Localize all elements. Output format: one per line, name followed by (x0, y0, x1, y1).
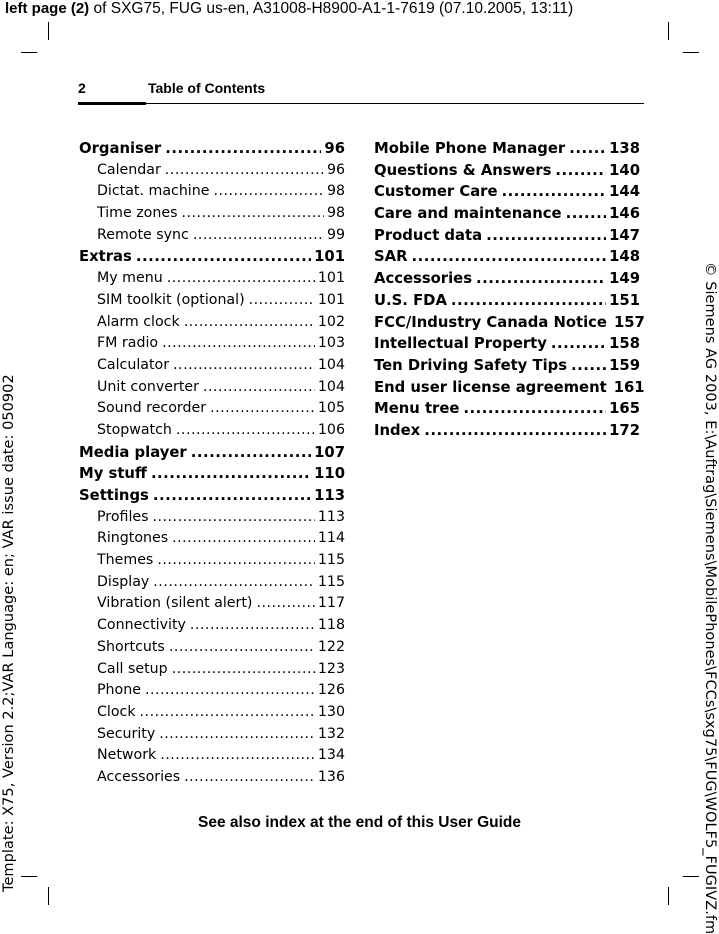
toc-entry[interactable] (79, 444, 345, 466)
toc-entry[interactable] (374, 378, 645, 401)
toc-dot-leader (569, 140, 606, 157)
toc-entry[interactable] (79, 552, 345, 574)
toc-entry[interactable] (374, 162, 640, 184)
toc-entry-page: 101 (317, 291, 345, 308)
toc-entry[interactable] (79, 465, 345, 487)
toc-dot-leader (153, 509, 315, 525)
toc-entry[interactable] (79, 639, 345, 661)
toc-entry[interactable] (79, 726, 345, 748)
toc-entry-page: 126 (317, 682, 345, 699)
toc-entry-title: Intellectual Property (374, 335, 547, 353)
toc-dot-leader (571, 357, 606, 374)
toc-entry-title: Customer Care (374, 183, 498, 201)
toc-dot-leader (165, 140, 321, 157)
toc-entry[interactable] (374, 422, 640, 444)
crop-mark (21, 876, 37, 877)
toc-entry-page: 130 (317, 703, 345, 720)
toc-entry-title: Phone (97, 682, 141, 699)
toc-entry-title: Security (97, 725, 156, 742)
crop-mark (668, 887, 669, 905)
toc-entry-title: Display (97, 573, 150, 590)
toc-entry[interactable] (374, 227, 640, 249)
toc-left-column (79, 140, 345, 791)
toc-entry[interactable] (79, 704, 345, 726)
toc-entry[interactable] (374, 357, 640, 379)
toc-entry-page: 96 (326, 161, 345, 178)
toc-dot-leader (476, 270, 606, 287)
toc-entry-page: 99 (326, 226, 345, 243)
toc-entry-page: 105 (317, 400, 345, 417)
toc-entry[interactable] (79, 183, 345, 205)
toc-entry-title: Care and maintenance (374, 205, 562, 223)
toc-entry-title: Network (97, 747, 157, 764)
toc-dot-leader (172, 530, 315, 546)
toc-entry-title: Accessories (374, 270, 473, 288)
toc-entry-title: SAR (374, 248, 408, 266)
toc-entry[interactable] (374, 205, 640, 227)
toc-dot-leader (145, 682, 315, 698)
toc-entry-page: 113 (317, 508, 345, 525)
toc-entry-page: 117 (317, 595, 345, 612)
toc-entry[interactable] (79, 422, 345, 444)
toc-entry-page: 102 (317, 313, 345, 330)
toc-entry[interactable] (374, 335, 640, 357)
crop-mark (683, 876, 699, 877)
toc-entry-title: FM radio (97, 335, 159, 352)
toc-dot-leader (203, 379, 315, 395)
toc-entry-title: Stopwatch (97, 421, 172, 438)
toc-entry-title: Call setup (97, 660, 168, 677)
toc-entry[interactable] (79, 487, 345, 509)
toc-entry[interactable] (79, 270, 345, 292)
toc-dot-leader (566, 205, 607, 222)
toc-entry-page: 106 (317, 421, 345, 438)
toc-dot-leader (210, 400, 315, 416)
toc-entry-title: Menu tree (374, 400, 460, 418)
toc-entry-page: 159 (609, 356, 640, 374)
toc-entry[interactable] (374, 248, 640, 270)
toc-dot-leader (169, 639, 315, 655)
toc-dot-leader (213, 183, 323, 199)
toc-entry-page: 144 (609, 183, 640, 201)
toc-dot-leader (502, 183, 607, 200)
toc-entry-page: 115 (317, 552, 345, 569)
toc-entry-title: Accessories (97, 768, 181, 785)
toc-entry-page: 103 (317, 335, 345, 352)
toc-entry[interactable] (79, 617, 345, 639)
crop-mark (21, 52, 37, 53)
toc-entry-title: Ten Driving Safety Tips (374, 356, 568, 374)
toc-entry-title: Dictat. machine (97, 183, 210, 200)
toc-entry-page: 138 (609, 140, 640, 157)
toc-entry[interactable] (374, 183, 640, 205)
toc-entry[interactable] (374, 400, 640, 422)
toc-entry[interactable] (79, 747, 345, 769)
toc-entry-page: 101 (317, 270, 345, 287)
toc-entry[interactable] (374, 292, 640, 314)
toc-entry[interactable] (79, 248, 345, 270)
toc-dot-leader (162, 335, 315, 351)
toc-dot-leader (190, 617, 315, 633)
toc-entry-page: 136 (317, 768, 345, 785)
toc-entry-title: Sound recorder (97, 400, 207, 417)
print-header-page-label: left page (2) (5, 0, 90, 17)
toc-entry-page: 134 (317, 747, 345, 764)
toc-entry-page: 165 (609, 400, 640, 418)
toc-entry-page: 104 (317, 356, 345, 373)
crop-mark (668, 22, 669, 40)
print-header (5, 0, 573, 18)
toc-entry-page: 161 (613, 378, 645, 396)
toc-entry-page: 151 (609, 291, 640, 309)
toc-dot-leader (160, 747, 315, 763)
toc-entry-title: SIM toolkit (optional) (97, 291, 245, 308)
toc-dot-leader (153, 487, 311, 504)
toc-entry[interactable] (79, 162, 345, 184)
toc-entry-title: Media player (79, 443, 187, 461)
toc-entry[interactable] (79, 682, 345, 704)
toc-entry-title: Settings (79, 487, 149, 504)
crop-mark (48, 22, 49, 40)
toc-entry-title: FCC/Industry Canada Notice (374, 313, 607, 331)
toc-entry-page: 148 (609, 248, 640, 266)
toc-entry-page: 107 (314, 443, 345, 461)
toc-entry[interactable] (79, 769, 345, 791)
toc-entry-title: Shortcuts (97, 638, 165, 655)
crop-mark (683, 52, 699, 53)
toc-entry-title: Profiles (97, 508, 149, 525)
toc-dot-leader (463, 400, 606, 417)
toc-entry-title: Vibration (silent alert) (97, 595, 253, 612)
toc-entry[interactable] (79, 227, 345, 249)
toc-entry-title: Calendar (97, 161, 161, 178)
toc-entry[interactable] (79, 661, 345, 683)
toc-entry-page: 110 (314, 465, 345, 483)
page-title: Table of Contents (148, 80, 266, 96)
toc-entry-page: 140 (609, 161, 640, 179)
page-number: 2 (78, 80, 86, 96)
toc-entry-page: 98 (326, 205, 345, 222)
toc-dot-leader (555, 162, 606, 179)
toc-entry-page: 96 (324, 140, 345, 157)
toc-entry[interactable] (79, 509, 345, 531)
toc-dot-leader (451, 292, 606, 309)
toc-dot-leader (184, 314, 315, 330)
toc-entry-title: Mobile Phone Manager (374, 140, 566, 157)
toc-dot-leader (551, 335, 606, 352)
toc-entry-title: Unit converter (97, 378, 199, 395)
toc-entry-page: 98 (326, 183, 345, 200)
toc-entry-page: 158 (609, 335, 640, 353)
toc-dot-leader (424, 422, 606, 439)
toc-right-column (374, 140, 645, 444)
toc-entry-title: Connectivity (97, 617, 186, 634)
toc-entry[interactable] (374, 313, 645, 336)
toc-entry-page: 149 (609, 270, 640, 288)
toc-entry[interactable] (374, 140, 640, 162)
toc-dot-leader (193, 227, 324, 243)
toc-entry[interactable] (79, 530, 345, 552)
toc-dot-leader (486, 227, 606, 244)
toc-entry[interactable] (79, 379, 345, 401)
toc-entry-page: 113 (314, 487, 345, 504)
toc-entry-title: End user license agreement (374, 378, 607, 396)
toc-dot-leader (140, 704, 315, 720)
toc-entry-title: Ringtones (97, 530, 169, 547)
toc-entry[interactable] (374, 270, 640, 292)
toc-entry-page: 118 (317, 617, 345, 634)
toc-entry[interactable] (79, 205, 345, 227)
toc-dot-leader (256, 595, 314, 611)
toc-entry-title: Time zones (97, 205, 178, 222)
toc-entry-title: Extras (79, 248, 132, 266)
toc-entry-page: 157 (613, 313, 645, 331)
toc-entry-page: 101 (314, 248, 345, 266)
toc-entry-page: 147 (609, 226, 640, 244)
toc-entry-title: Organiser (79, 140, 162, 157)
footer-note: See also index at the end of this User Guide (198, 814, 521, 831)
toc-dot-leader (176, 422, 315, 438)
toc-entry-title: Alarm clock (97, 313, 180, 330)
toc-entry-title: Index (374, 421, 421, 439)
template-info-vertical: Template: X75, Version 2.2;VAR Language: en; VAR issue date: 050902 (1, 374, 17, 892)
toc-entry-page: 123 (317, 660, 345, 677)
toc-entry-page: 104 (317, 378, 345, 395)
toc-dot-leader (157, 552, 315, 568)
toc-dot-leader (191, 444, 311, 461)
toc-entry-page: 115 (317, 573, 345, 590)
toc-entry-page: 146 (609, 205, 640, 223)
toc-entry-title: Calculator (97, 356, 170, 373)
toc-entry-title: My stuff (79, 465, 147, 483)
crop-mark (48, 887, 49, 905)
toc-entry[interactable] (79, 314, 345, 336)
toc-dot-leader (153, 574, 315, 590)
toc-entry[interactable] (79, 140, 345, 162)
toc-dot-leader (249, 292, 315, 308)
header-rule-accent (78, 102, 146, 105)
copyright-path-vertical: © Siemens AG 2003, E:\Auftrag\Siemens\MobilePhones\FCCs\sxg75\FUG\WOLF5_FUGIVZ.fm (702, 262, 718, 934)
toc-dot-leader (181, 205, 323, 221)
toc-entry[interactable] (79, 574, 345, 596)
toc-entry-title: Product data (374, 226, 483, 244)
toc-dot-leader (136, 248, 311, 265)
toc-entry-title: My menu (97, 270, 163, 287)
print-header-info: of SXG75, FUG us-en, A31008-H8900-A1-1-7619 (07.10.2005, 13:11) (89, 0, 574, 17)
toc-entry-page: 132 (317, 725, 345, 742)
toc-entry-title: Themes (97, 552, 154, 569)
header-rule (78, 103, 644, 104)
toc-entry[interactable] (79, 357, 345, 379)
toc-dot-leader (159, 726, 315, 742)
toc-dot-leader (173, 357, 315, 373)
toc-dot-leader (167, 270, 315, 286)
toc-entry-page: 172 (609, 421, 640, 439)
toc-dot-leader (165, 162, 324, 178)
toc-entry-title: Remote sync (97, 226, 189, 243)
toc-entry-page: 122 (317, 638, 345, 655)
toc-dot-leader (412, 248, 607, 265)
toc-entry[interactable] (79, 400, 345, 422)
toc-entry-title: Clock (97, 703, 136, 720)
toc-entry-title: Questions & Answers (374, 161, 552, 179)
toc-dot-leader (172, 661, 315, 677)
toc-entry-title: U.S. FDA (374, 291, 447, 309)
toc-dot-leader (184, 769, 315, 785)
toc-entry[interactable] (79, 335, 345, 357)
toc-entry[interactable] (79, 292, 345, 314)
toc-entry[interactable] (79, 595, 345, 617)
toc-dot-leader (151, 465, 311, 482)
toc-entry-page: 114 (317, 530, 345, 547)
